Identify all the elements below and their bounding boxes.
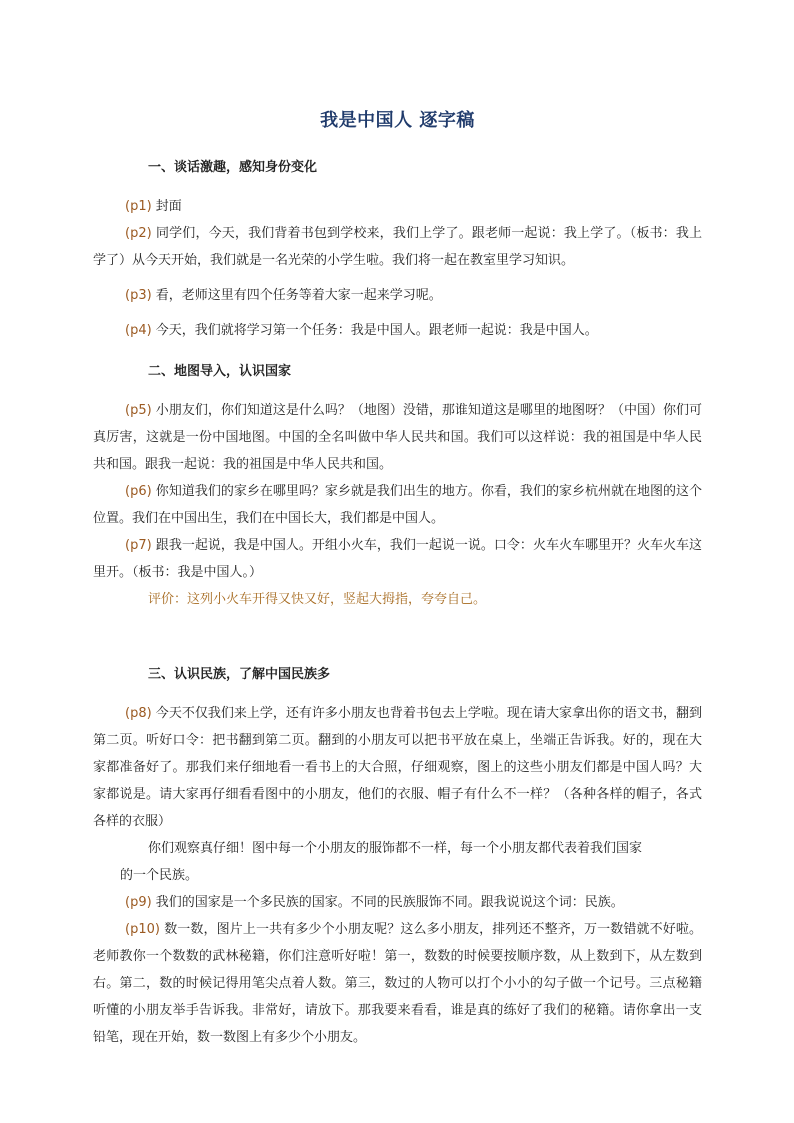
paragraph-p5 <box>93 397 702 478</box>
paragraph-p7 <box>93 532 702 586</box>
paragraph-text-p3: 看，老师这里有四个任务等着大家一起来学习呢。 <box>151 288 442 303</box>
paragraph-text-p9: 我们的国家是一个多民族的国家。不同的民族服饰不同。跟我说说这个词：民族。 <box>151 895 624 910</box>
section-heading-1: 一、谈话激趣，感知身份变化 <box>148 160 318 175</box>
paragraph-p9 <box>93 889 702 916</box>
paragraph-text-p6: 你知道我们的家乡在哪里吗？家乡就是我们出生的地方。你看，我们的家乡杭州就在地图的这个位置。我们在中国出生，我们在中国长大，我们都是中国人。 <box>93 484 702 526</box>
section-heading-2: 二、地图导入，认识国家 <box>148 364 292 379</box>
slide-tag-p1: (p1) <box>125 199 152 214</box>
section-heading-3: 三、认识民族，了解中国民族多 <box>148 667 331 682</box>
slide-tag-p5: (p5) <box>125 403 152 418</box>
paragraph-text-p5: 小朋友们，你们知道这是什么吗？（地图）没错，那谁知道这是哪里的地图呀？（中国）你们可真厉害，这就是一份中国地图。中国的全名叫做中华人民共和国。我们可以这样说：我的祖国是中华人民共和国。跟我一起说：我的祖国是中华人民共和国。 <box>93 403 702 472</box>
slide-tag-p9: (p9) <box>125 895 152 910</box>
slide-tag-p4: (p4) <box>125 323 152 338</box>
paragraph-text-p4: 今天，我们就将学习第一个任务：我是中国人。跟老师一起说：我是中国人。 <box>151 323 598 338</box>
paragraph-p8-continued-line2: 的一个民族。 <box>120 868 199 883</box>
paragraph-p8 <box>93 700 702 835</box>
page-title: 我是中国人 逐字稿 <box>320 110 475 131</box>
paragraph-text-p8: 今天不仅我们来上学，还有许多小朋友也背着书包去上学啦。现在请大家拿出你的语文书，翻到第二页。听好口令：把书翻到第二页。翻到的小朋友可以把书平放在桌上，坐端正告诉我。好的，现在大家都准备好了。那我们来仔细地看一看书上的大合照，仔细观察，图上的这些小朋友们都是中国人吗？大家都说是。请大家再仔细看看图中的小朋友，他们的衣服、帽子有什么不一样？（各种各样的帽子，各式各样的衣服） <box>93 706 702 829</box>
slide-tag-p3: (p3) <box>125 288 152 303</box>
paragraph-p10 <box>93 916 702 1051</box>
paragraph-p8-continued-line1: 你们观察真仔细！图中每一个小朋友的服饰都不一样，每一个小朋友都代表着我们国家 <box>148 841 643 856</box>
paragraph-text-p7: 跟我一起说，我是中国人。开组小火车，我们一起说一说。口令：火车火车哪里开？火车火车这里开。（板书：我是中国人。） <box>93 538 702 580</box>
slide-tag-p6: (p6) <box>125 484 152 499</box>
paragraph-text-p10: 数一数，图片上一共有多少个小朋友呢？这么多小朋友，排列还不整齐，万一数错就不好啦。老师教你一个数数的武林秘籍，你们注意听好啦！第一，数数的时候要按顺序数，从上数到下，从左数到右。第二，数的时候记得用笔尖点着人数。第三，数过的人物可以打个小小的勾子做一个记号。三点秘籍听懂的小朋友举手告诉我。非常好，请放下。那我要来看看，谁是真的练好了我们的秘籍。请你拿出一支铅笔，现在开始，数一数图上有多少个小朋友。 <box>93 922 702 1045</box>
paragraph-p3 <box>93 282 702 309</box>
paragraph-p1 <box>93 193 702 220</box>
slide-tag-p2: (p2) <box>125 226 152 241</box>
evaluation-note: 评价：这列小火车开得又快又好，竖起大拇指，夸夸自己。 <box>148 592 487 607</box>
paragraph-text-p2: 同学们，今天，我们背着书包到学校来，我们上学了。跟老师一起说：我上学了。（板书：我上学了）从今天开始，我们就是一名光荣的小学生啦。我们将一起在教室里学习知识。 <box>93 226 702 268</box>
slide-tag-p7: (p7) <box>125 538 152 553</box>
slide-tag-p8: (p8) <box>125 706 152 721</box>
paragraph-p4 <box>93 317 702 344</box>
paragraph-text-p1: 封面 <box>151 199 182 214</box>
paragraph-p6 <box>93 478 702 532</box>
paragraph-p2 <box>93 220 702 274</box>
slide-tag-p10: (p10) <box>125 922 160 937</box>
